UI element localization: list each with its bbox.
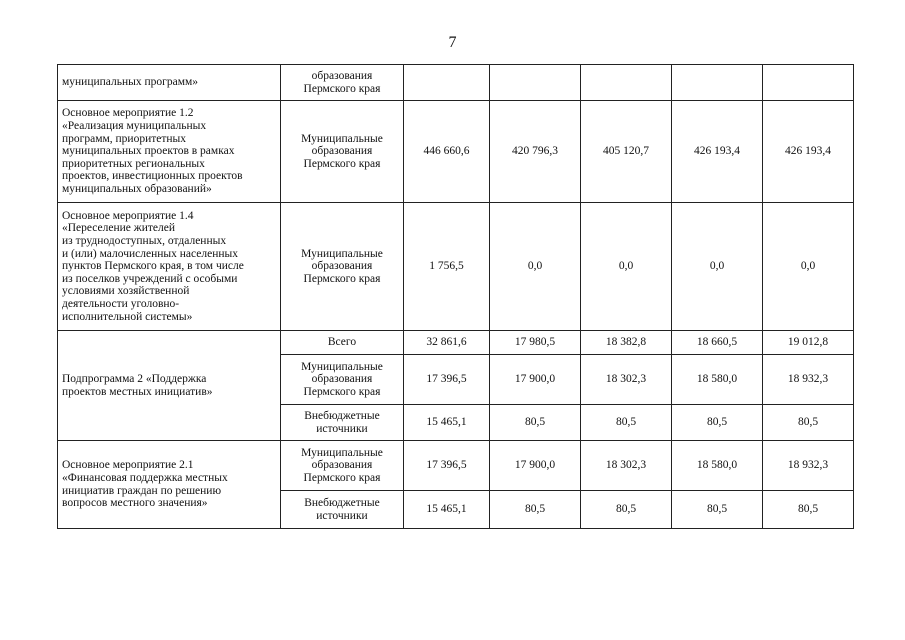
table-row [58, 441, 854, 491]
funding-source [281, 203, 404, 331]
value-cell: 17 900,0 [490, 355, 581, 405]
funding-source-line: Муниципальные [301, 132, 383, 145]
table-row [58, 65, 854, 101]
row-description-line: программ, приоритетных [62, 132, 187, 145]
row-description-line: «Переселение жителей [62, 222, 176, 235]
row-description-line: инициатив граждан по решению [62, 484, 222, 497]
row-description [58, 101, 281, 203]
value-cell: 18 660,5 [672, 331, 763, 355]
value-cell: 80,5 [672, 405, 763, 441]
value-cell: 17 396,5 [404, 355, 490, 405]
value-cell: 405 120,7 [581, 101, 672, 203]
value-cell: 18 580,0 [672, 355, 763, 405]
value-cell: 1 756,5 [404, 203, 490, 331]
value-cell: 19 012,8 [763, 331, 854, 355]
row-description-line: проектов, инвестиционных проектов [62, 170, 243, 183]
value-cell: 80,5 [490, 491, 581, 529]
row-description-line: муниципальных проектов в рамках [62, 145, 235, 158]
value-cell: 80,5 [672, 491, 763, 529]
funding-source [281, 491, 404, 529]
value-cell: 15 465,1 [404, 405, 490, 441]
row-description [58, 203, 281, 331]
funding-source-line: Пермского края [303, 272, 381, 285]
funding-source [281, 441, 404, 491]
funding-source-line: образования [311, 260, 373, 273]
value-cell: 80,5 [490, 405, 581, 441]
funding-source-line: образования [311, 69, 373, 82]
funding-source-line: Внебюджетные [304, 409, 380, 422]
value-cell: 80,5 [581, 405, 672, 441]
budget-table [57, 64, 854, 529]
value-cell: 18 580,0 [672, 441, 763, 491]
value-cell: 0,0 [581, 203, 672, 331]
row-description-line: из труднодоступных, отдаленных [62, 235, 227, 248]
row-description-line: Подпрограмма 2 «Поддержка [62, 372, 207, 385]
row-description-line: Основное мероприятие 1.4 [62, 209, 194, 222]
page-number: 7 [448, 34, 457, 51]
table-row [58, 331, 854, 355]
funding-source-line: Муниципальные [301, 247, 383, 260]
value-cell: 17 980,5 [490, 331, 581, 355]
value-cell: 18 302,3 [581, 355, 672, 405]
value-cell: 18 302,3 [581, 441, 672, 491]
value-cell: 426 193,4 [763, 101, 854, 203]
funding-source-line: Пермского края [303, 157, 381, 170]
row-description-line: «Реализация муниципальных [62, 120, 207, 133]
funding-source-line: Муниципальные [301, 360, 383, 373]
funding-source-line: Пермского края [303, 385, 381, 398]
value-cell: 0,0 [490, 203, 581, 331]
funding-source [281, 101, 404, 203]
funding-source-line: Всего [327, 336, 357, 349]
funding-source-line: образования [311, 145, 373, 158]
value-cell: 80,5 [763, 405, 854, 441]
value-cell: 80,5 [581, 491, 672, 529]
row-description-line: проектов местных инициатив» [62, 385, 213, 398]
row-description-line: и (или) малочисленных населенных [62, 247, 238, 260]
value-cell: 15 465,1 [404, 491, 490, 529]
row-description-line: «Финансовая поддержка местных [62, 471, 228, 484]
value-cell [763, 65, 854, 101]
table-row [58, 101, 854, 203]
value-cell [490, 65, 581, 101]
funding-source-line: Внебюджетные [304, 496, 380, 509]
row-description-line: приоритетных региональных [62, 157, 205, 170]
funding-source-line: Пермского края [303, 471, 381, 484]
row-description-line: муниципальных программ» [62, 76, 199, 89]
funding-source [281, 65, 404, 101]
value-cell: 17 396,5 [404, 441, 490, 491]
funding-source [281, 355, 404, 405]
row-description-line: условиями хозяйственной [62, 285, 190, 298]
value-cell: 420 796,3 [490, 101, 581, 203]
row-description [58, 65, 281, 101]
funding-source [281, 331, 404, 355]
value-cell: 0,0 [763, 203, 854, 331]
value-cell: 426 193,4 [672, 101, 763, 203]
row-description-line: деятельности уголовно- [62, 297, 180, 310]
funding-source-line: образования [311, 459, 373, 472]
funding-source-line: Пермского края [303, 82, 381, 95]
row-description [58, 331, 281, 441]
row-description [58, 441, 281, 529]
row-description-line: Основное мероприятие 1.2 [62, 107, 194, 120]
row-description-line: исполнительной системы» [62, 310, 193, 323]
row-description-line: муниципальных образований» [62, 182, 212, 195]
funding-source [281, 405, 404, 441]
row-description-line: вопросов местного значения» [62, 497, 208, 510]
value-cell: 0,0 [672, 203, 763, 331]
value-cell: 18 932,3 [763, 441, 854, 491]
row-description-line: Основное мероприятие 2.1 [62, 459, 194, 472]
value-cell [404, 65, 490, 101]
funding-source-line: образования [311, 373, 373, 386]
value-cell [672, 65, 763, 101]
row-description-line: пунктов Пермского края, в том числе [62, 260, 244, 273]
value-cell [581, 65, 672, 101]
funding-source-line: источники [316, 422, 368, 435]
funding-source-line: Муниципальные [301, 446, 383, 459]
value-cell: 32 861,6 [404, 331, 490, 355]
row-description-line: из поселков учреждений с особыми [62, 272, 238, 285]
table-row [58, 203, 854, 331]
value-cell: 17 900,0 [490, 441, 581, 491]
value-cell: 446 660,6 [404, 101, 490, 203]
funding-source-line: источники [316, 509, 368, 522]
value-cell: 80,5 [763, 491, 854, 529]
value-cell: 18 932,3 [763, 355, 854, 405]
value-cell: 18 382,8 [581, 331, 672, 355]
